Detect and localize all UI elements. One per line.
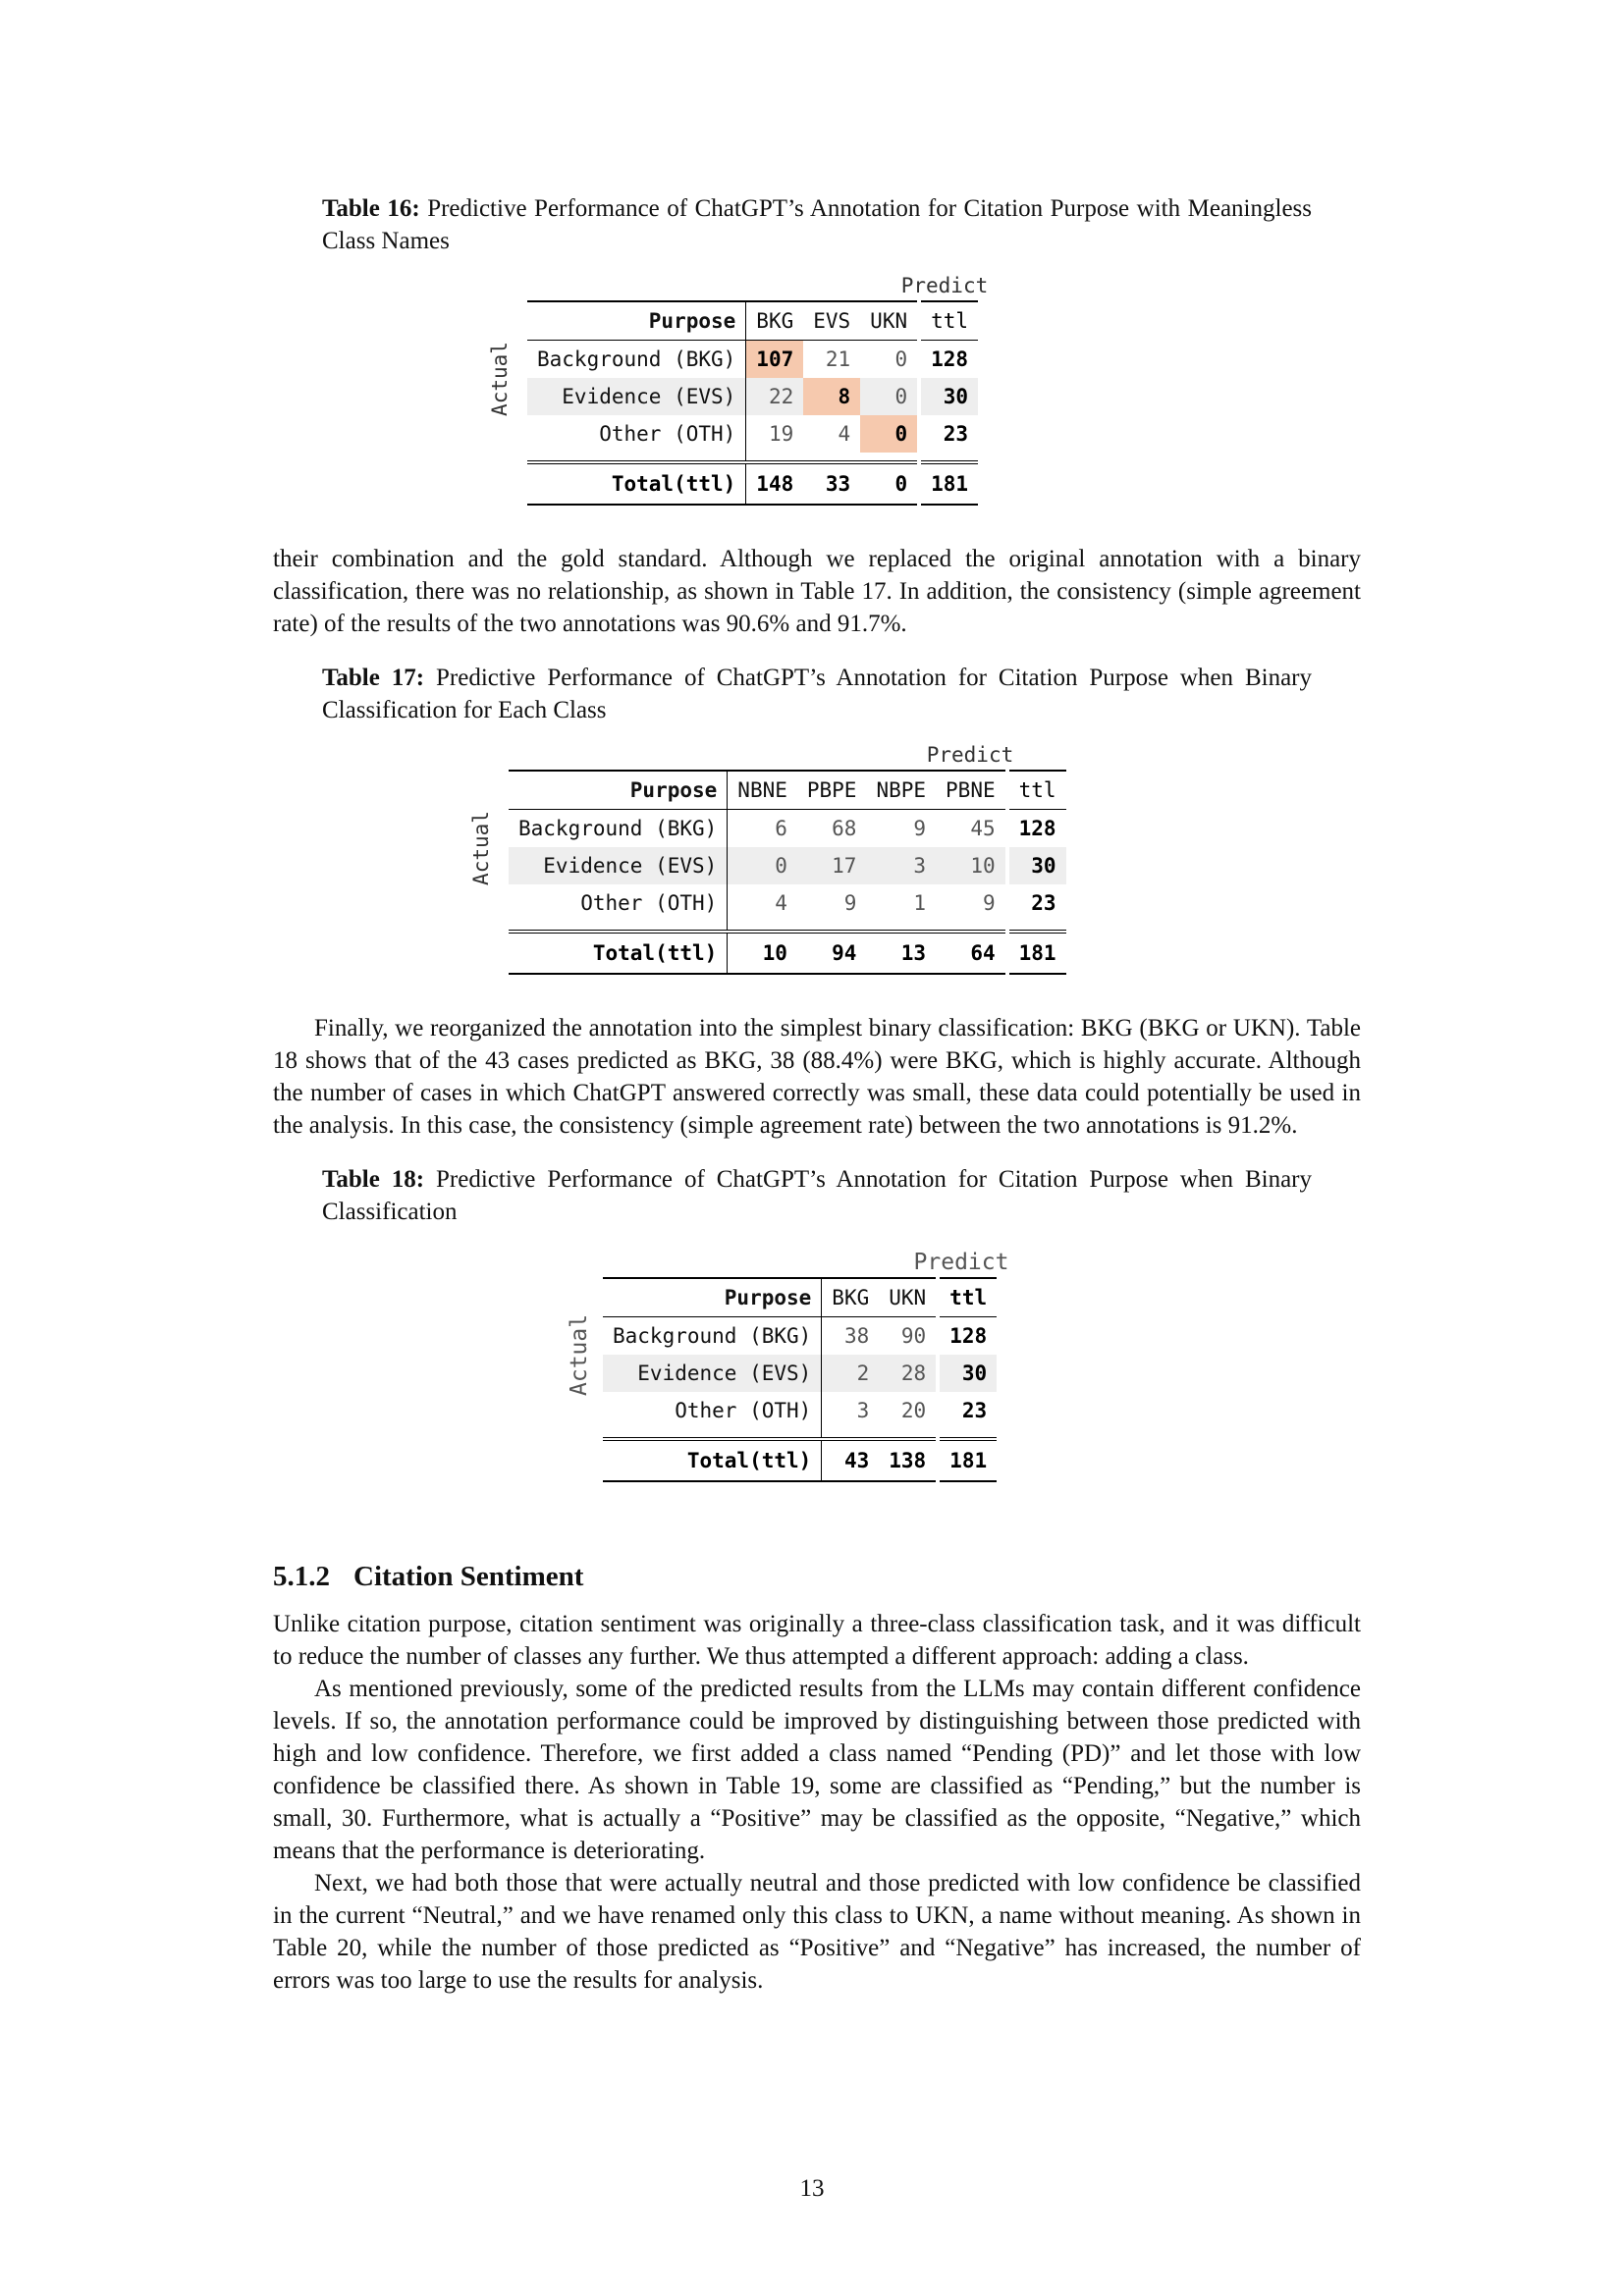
- table18: [567, 1248, 1084, 1482]
- total-label: Total(ttl): [527, 462, 746, 505]
- table-cell: 90: [900, 1324, 927, 1348]
- row-total: 23: [943, 422, 969, 446]
- table18-col-bkg: BKG: [822, 1278, 879, 1317]
- table-row: [509, 810, 1066, 848]
- table16-caption: [322, 192, 1312, 257]
- table17-total-row: [509, 932, 1066, 974]
- row-label: Evidence (EVS): [509, 847, 728, 884]
- grand-total: 181: [940, 1439, 997, 1481]
- table16-predict-label: Predict: [900, 274, 989, 297]
- table17-col-pbpe: PBPE: [797, 771, 867, 810]
- row-label: Background (BKG): [527, 341, 746, 379]
- table-cell: 4: [775, 891, 787, 915]
- table-cell: 2: [822, 1355, 879, 1392]
- row-label: Background (BKG): [603, 1317, 822, 1356]
- table17-col-ttl: ttl: [1009, 771, 1066, 810]
- table-cell: 38: [843, 1324, 870, 1348]
- total-cell: 33: [803, 462, 860, 505]
- page-content: [273, 192, 1361, 1997]
- table-cell: 45: [970, 817, 996, 840]
- table16-grid: [527, 300, 978, 506]
- section-number: 5.1.2: [273, 1561, 330, 1592]
- table18-label: Table 18:: [322, 1166, 425, 1193]
- row-total: 30: [1009, 847, 1066, 884]
- table-cell: 17: [797, 847, 867, 884]
- total-cell: 0: [860, 462, 917, 505]
- table-row: [603, 1355, 997, 1392]
- table16-col-bkg: BKG: [746, 301, 803, 341]
- table-cell: 68: [832, 817, 857, 840]
- row-total: 128: [1018, 817, 1056, 840]
- paragraph: Finally, we reorganized the annotation into the simplest binary classification: BKG (BKG or UKN). Table 18 shows that of the 43 cases predicted as BKG, 38 (88.4%) were BKG, which is highly accurate. Although the number of cases in which ChatGPT answered correctly was small, these data could potentially be used in the analysis. In this case, the consistency (simple agreement rate) between the two annotations is 91.2%.: [273, 1015, 1361, 1139]
- table17-col-nbpe: NBPE: [866, 771, 936, 810]
- paragraph: Next, we had both those that were actually neutral and those predicted with low confidence be classified in the current “Neutral,” and we have renamed only this class to UKN, a name without meaning. As shown in Table 20, while the number of those predicted as “Positive” and “Negative” has increased, the number of errors was too large to use the results for analysis.: [273, 1870, 1361, 1994]
- table-cell: 22: [746, 378, 803, 415]
- table18-predict-label: Predict: [913, 1250, 1009, 1275]
- table16-actual-label: Actual: [488, 342, 512, 416]
- total-cell: 13: [866, 932, 936, 974]
- total-cell: 138: [879, 1439, 936, 1481]
- table16: [488, 271, 1107, 506]
- table-cell: 4: [838, 422, 851, 446]
- grand-total: 181: [921, 462, 978, 505]
- table17-col-pbne: PBNE: [936, 771, 1005, 810]
- table18-col-ttl: ttl: [940, 1278, 997, 1317]
- table18-grid: [603, 1277, 997, 1482]
- table-row: [527, 378, 978, 415]
- table16-col-ukn: UKN: [860, 301, 917, 341]
- total-cell: 64: [936, 932, 1005, 974]
- total-cell: 10: [728, 932, 797, 974]
- table-cell: 19: [768, 422, 794, 446]
- row-label: Other (OTH): [509, 884, 728, 922]
- table-cell: 3: [866, 847, 936, 884]
- table-row: [509, 884, 1066, 922]
- row-label: Evidence (EVS): [527, 378, 746, 415]
- total-label: Total(ttl): [509, 932, 728, 974]
- table18-total-row: [603, 1439, 997, 1481]
- total-cell: 148: [746, 462, 803, 505]
- table16-col-purpose: Purpose: [527, 301, 746, 341]
- table-cell: 10: [936, 847, 1005, 884]
- table17-actual-label: Actual: [469, 811, 493, 885]
- paragraph: As mentioned previously, some of the predicted results from the LLMs may contain different confidence levels. If so, the annotation performance could be improved by distinguishing between those predicted with high and low confidence. Therefore, we first added a class named “Pending (PD)” and let those with low confidence be classified there. As shown in Table 19, some are classified as “Pending,” but the number is small, 30. Furthermore, what is actually a “Positive” may be classified as the opposite, “Negative,” which means that the performance is deteriorating.: [273, 1676, 1361, 1864]
- table17-grid: [509, 770, 1066, 975]
- table-cell: 0: [860, 378, 917, 415]
- table17-caption: [322, 662, 1312, 726]
- table17: [469, 740, 1176, 975]
- section-title: Citation Sentiment: [353, 1561, 584, 1592]
- table18-col-ukn: UKN: [879, 1278, 936, 1317]
- table-cell: 21: [825, 347, 851, 371]
- table-cell: 9: [913, 817, 927, 840]
- table18-actual-label: Actual: [567, 1313, 592, 1396]
- table18-caption-text: Predictive Performance of ChatGPT’s Annotation for Citation Purpose when Binary Classification: [322, 1166, 1313, 1225]
- table-cell: 107: [746, 341, 803, 379]
- table-cell: 6: [775, 817, 787, 840]
- row-total: 23: [1031, 891, 1056, 915]
- table-row: [603, 1392, 997, 1429]
- row-label: Background (BKG): [509, 810, 728, 848]
- table16-total-row: [527, 462, 978, 505]
- table-cell: 3: [856, 1399, 870, 1422]
- table18-col-purpose: Purpose: [603, 1278, 822, 1317]
- table-cell: 0: [894, 347, 908, 371]
- table-row: [603, 1317, 997, 1356]
- table16-col-evs: EVS: [803, 301, 860, 341]
- table-cell: 8: [803, 378, 860, 415]
- table-cell: 0: [728, 847, 797, 884]
- section-heading: [273, 1559, 1361, 1594]
- row-total: 128: [931, 347, 969, 371]
- row-total: 23: [961, 1399, 988, 1422]
- table-cell: 1: [913, 891, 927, 915]
- row-total: 30: [940, 1355, 997, 1392]
- table17-predict-label: Predict: [926, 743, 1014, 767]
- grand-total: 181: [1009, 932, 1066, 974]
- table-row: [527, 415, 978, 453]
- table16-col-ttl: ttl: [921, 301, 978, 341]
- total-cell: 43: [822, 1439, 879, 1481]
- table-cell: 0: [860, 415, 917, 453]
- table16-label: Table 16:: [322, 195, 420, 222]
- paragraph: Unlike citation purpose, citation sentiment was originally a three-class classification task, and it was difficult to reduce the number of classes any further. We thus attempted a different approach: adding a class.: [273, 1611, 1361, 1670]
- table17-col-nbne: NBNE: [728, 771, 797, 810]
- table-cell: 9: [843, 891, 857, 915]
- table17-col-purpose: Purpose: [509, 771, 728, 810]
- table17-caption-text: Predictive Performance of ChatGPT’s Annotation for Citation Purpose when Binary Classification for Each Class: [322, 665, 1313, 723]
- row-label: Other (OTH): [603, 1392, 822, 1429]
- total-label: Total(ttl): [603, 1439, 822, 1481]
- table17-label: Table 17:: [322, 665, 425, 691]
- table-cell: 9: [982, 891, 996, 915]
- row-label: Other (OTH): [527, 415, 746, 453]
- page-number: 13: [799, 2175, 825, 2202]
- row-total: 30: [921, 378, 978, 415]
- table-row: [527, 341, 978, 379]
- paragraph: their combination and the gold standard. Although we replaced the original annotation with a binary classification, there was no relationship, as shown in Table 17. In addition, the consistency (simple agreement rate) of the results of the two annotations was 90.6% and 91.7%.: [273, 546, 1361, 637]
- row-label: Evidence (EVS): [603, 1355, 822, 1392]
- table-cell: 28: [879, 1355, 936, 1392]
- total-cell: 94: [797, 932, 867, 974]
- table18-caption: [322, 1163, 1312, 1228]
- table-row: [509, 847, 1066, 884]
- row-total: 128: [949, 1324, 988, 1348]
- table16-caption-text: Predictive Performance of ChatGPT’s Annotation for Citation Purpose with Meaningless Class Names: [322, 195, 1312, 254]
- table-cell: 20: [900, 1399, 927, 1422]
